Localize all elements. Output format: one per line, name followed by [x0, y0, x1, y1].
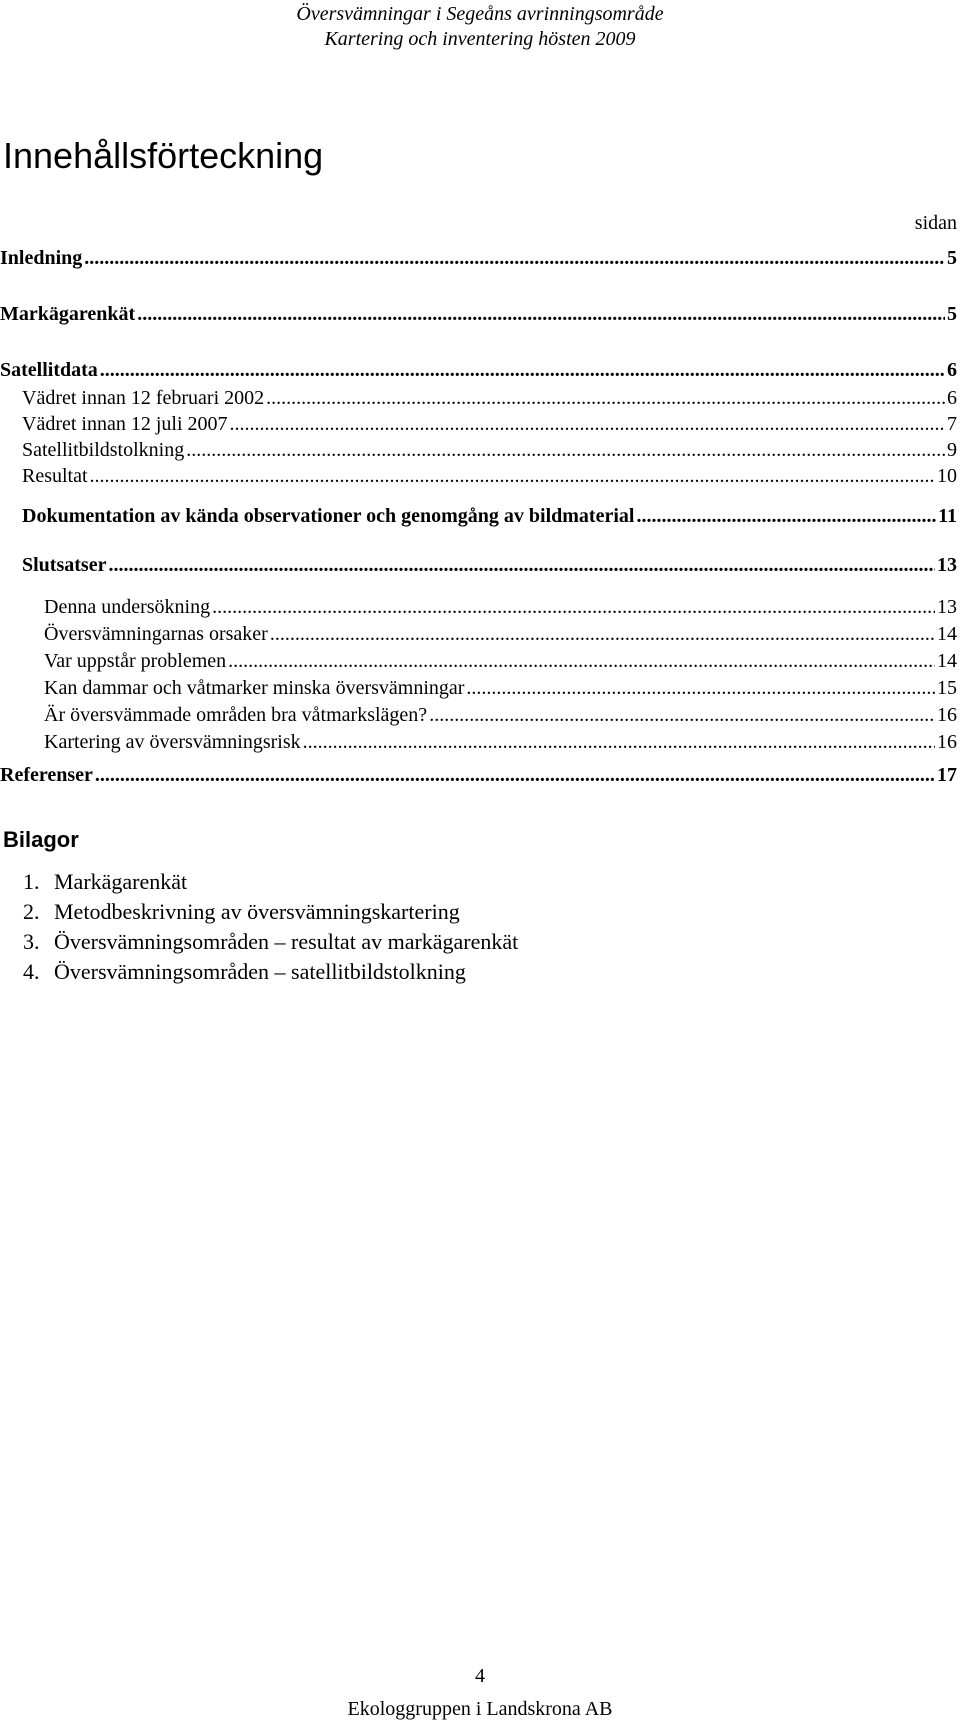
header-title: Översvämningar i Segeåns avrinningsområde: [296, 3, 664, 25]
page-number: 4: [475, 1665, 485, 1687]
bilaga-item: 4. Översvämningsområden – satellitbildstolkning: [23, 959, 466, 984]
toc-entry-resultat[interactable]: Resultat ..... 10: [22, 463, 957, 489]
header-subtitle: Kartering och inventering hösten 2009: [324, 28, 636, 50]
bilaga-item: 1. Markägarenkät: [23, 869, 188, 894]
bilaga-item: 3. Översvämningsområden – resultat av markägarenkät: [23, 929, 519, 954]
toc-entry-kan-dammar[interactable]: Kan dammar och våtmarker minska översvämningar ..... 15: [44, 675, 957, 701]
toc-entry-referenser[interactable]: Referenser ..... 17: [0, 762, 957, 788]
toc-entry-satellitbildstolkning[interactable]: Satellitbildstolkning ..... 9: [22, 437, 957, 463]
toc-entry-markagarenkat[interactable]: Markägarenkät ..... 5: [0, 301, 957, 327]
toc-title: Innehållsförteckning: [3, 135, 324, 176]
toc-entry-var-uppstar-problemen[interactable]: Var uppstår problemen ..... 14: [44, 648, 957, 674]
toc-entry-ar-oversvammade[interactable]: Är översvämmade områden bra våtmarkslägen? ..... 16: [44, 702, 957, 728]
toc-entry-kartering[interactable]: Kartering av översvämningsrisk ..... 16: [44, 729, 957, 755]
toc-entry-inledning[interactable]: Inledning ..... 5: [0, 245, 957, 271]
toc-entry-satellitdata[interactable]: Satellitdata ..... 6: [0, 357, 957, 383]
toc-entry-dokumentation[interactable]: Dokumentation av kända observationer och genomgång av bildmaterial ..... 11: [22, 503, 957, 529]
bilagor-title: Bilagor: [3, 827, 79, 852]
toc-entry-oversvamningarnas-orsaker[interactable]: Översvämningarnas orsaker ..... 14: [44, 621, 957, 647]
toc-entry-vadret-2007[interactable]: Vädret innan 12 juli 2007 ..... 7: [22, 411, 957, 437]
toc-entry-denna-undersokning[interactable]: Denna undersökning ..... 13: [44, 594, 957, 620]
toc-page-column-label: sidan: [914, 212, 957, 234]
page-footer: Ekologgruppen i Landskrona AB: [347, 1698, 613, 1720]
toc-entry-slutsatser[interactable]: Slutsatser ..... 13: [22, 552, 957, 578]
bilaga-item: 2. Metodbeskrivning av översvämningskartering: [23, 899, 460, 924]
toc-entry-vadret-2002[interactable]: Vädret innan 12 februari 2002 ..... 6: [22, 385, 957, 411]
